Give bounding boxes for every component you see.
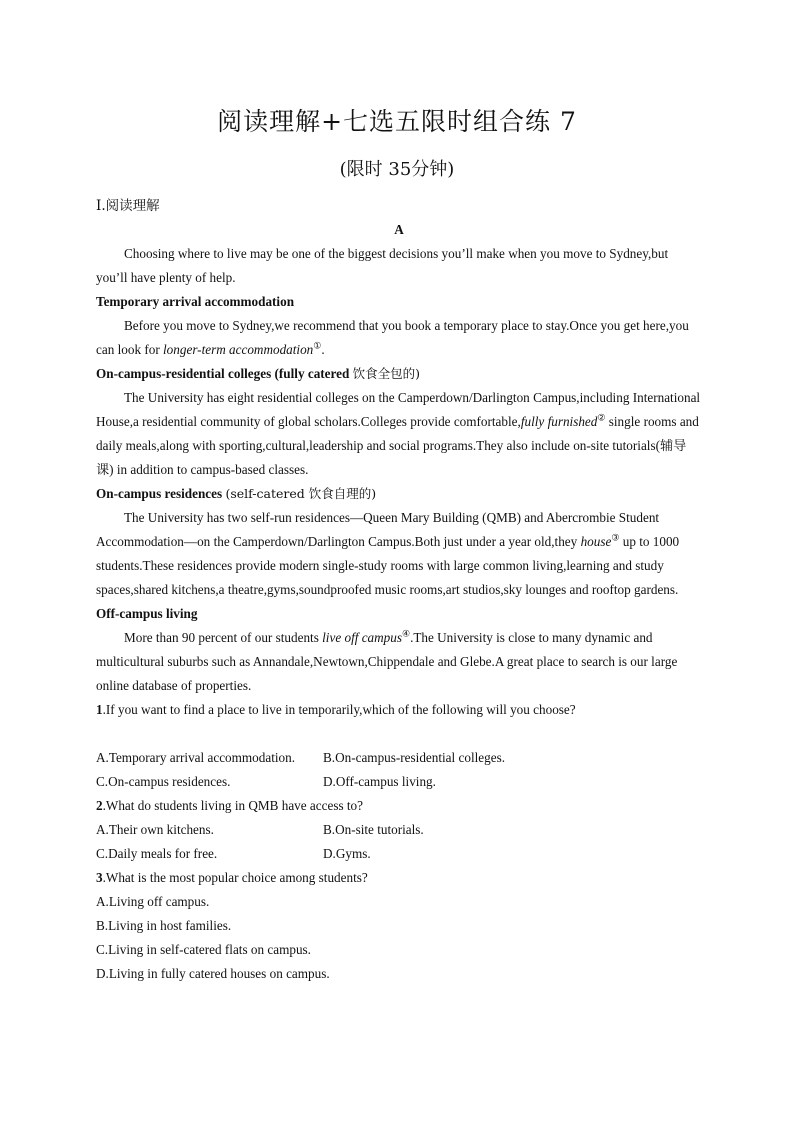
option-d[interactable]: D.Off-campus living. [323, 774, 436, 789]
content [96, 194, 702, 986]
question-2: 2.What do students living in QMB have access to? [96, 798, 363, 813]
colleges-heading: On-campus-residential colleges (fully catered 饮食全包的) [96, 366, 421, 381]
note-marker: ① [313, 340, 322, 351]
question-1-options-row-1 [96, 746, 702, 770]
offcampus-emphasis: live off campus [322, 630, 402, 645]
temp-emphasis: longer-term accommodation [163, 342, 314, 357]
question-2-options-row-1 [96, 818, 702, 842]
note-marker: ④ [401, 628, 411, 639]
temp-paragraph: Before you move to Sydney,we recommend that you book a temporary place to stay.Once you get here,you can look for longer-term accommodation①. [96, 318, 689, 357]
option-c[interactable]: C.Daily meals for free. [96, 846, 218, 861]
colleges-emphasis: fully furnished [520, 414, 598, 429]
time-limit-subtitle: (限时 35分钟) [339, 159, 455, 180]
offcampus-paragraph: More than 90 percent of our students live off campus④.The University is close to many dynamic and multicultural suburbs such as Annandale,Newtown,Chippendale and Glebe.A great place to search is our large online database of properties. [96, 628, 678, 693]
option-a[interactable]: A.Living off campus. [96, 894, 210, 909]
page-title: 阅读理解+七选五限时组合练 7 [217, 107, 577, 136]
residences-heading: On-campus residences (self-catered 饮食自理的) [96, 486, 377, 501]
spacer [96, 722, 702, 746]
colleges-paragraph: The University has eight residential colleges on the Camperdown/Darlington Campus,including International House,a residential community of global scholars.Colleges provide comfortable,fully furnished② single rooms and daily meals,along with sporting,cultural,leadership and social programs.They also include on-site tutorials(辅导课) in addition to campus-based classes. [96, 390, 701, 477]
option-d[interactable]: D.Gyms. [323, 846, 371, 861]
option-d[interactable]: D.Living in fully catered houses on campus. [96, 966, 330, 981]
note-marker: ③ [611, 532, 620, 543]
question-1: 1.If you want to find a place to live in temporarily,which of the following will you choose? [96, 702, 576, 717]
note-marker: ② [597, 412, 606, 423]
residences-paragraph: The University has two self-run residences—Queen Mary Building (QMB) and Abercrombie Student Accommodation—on the Camperdown/Darlington Campus.Both just under a year old,they house③ up to 1000 students.These residences provide modern single-study rooms with large common living,learning and study spaces,shared kitchens,a theatre,gyms,soundproofed music rooms,art studios,sky lounges and rooftop gardens. [96, 510, 680, 597]
option-a[interactable]: A.Temporary arrival accommodation. [96, 750, 296, 765]
question-2-options-row-2 [96, 842, 702, 866]
question-3: 3.What is the most popular choice among students? [96, 870, 368, 885]
option-c[interactable]: C.Living in self-catered flats on campus. [96, 942, 311, 957]
passage-label: A [394, 222, 404, 237]
option-a[interactable]: A.Their own kitchens. [96, 822, 214, 837]
section-heading: Ⅰ.阅读理解 [96, 198, 160, 214]
option-c[interactable]: C.On-campus residences. [96, 774, 231, 789]
temp-heading: Temporary arrival accommodation [96, 294, 295, 309]
option-b[interactable]: B.Living in host families. [96, 918, 232, 933]
option-b[interactable]: B.On-campus-residential colleges. [323, 750, 506, 765]
residences-emphasis: house [580, 534, 612, 549]
intro-paragraph: Choosing where to live may be one of the biggest decisions you’ll make when you move to Sydney,but you’ll have plenty of help. [96, 246, 669, 285]
offcampus-heading: Off-campus living [96, 606, 198, 621]
option-b[interactable]: B.On-site tutorials. [323, 822, 424, 837]
question-1-options-row-2 [96, 770, 702, 794]
